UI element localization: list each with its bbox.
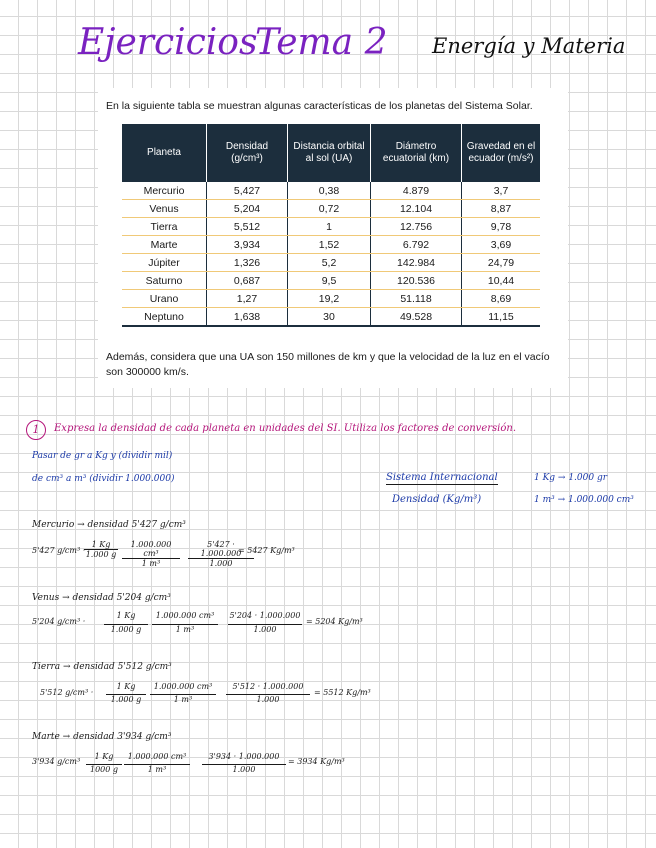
cell-density: 0,687 — [207, 272, 288, 290]
factor-numerator: 1.000.000 cm³ — [153, 682, 213, 691]
cell-diameter: 12.104 — [371, 200, 462, 218]
cell-planet: Venus — [122, 200, 207, 218]
title-tema: Tema 2 — [255, 22, 388, 63]
cell-density: 1,27 — [207, 290, 288, 308]
cell-density: 3,934 — [207, 236, 288, 254]
cell-diameter: 6.792 — [371, 236, 462, 254]
cell-gravity: 9,78 — [462, 218, 541, 236]
header-gravedad: Gravedad en el ecuador (m/s²) — [462, 124, 541, 182]
factor-numerator: 1 Kg — [91, 540, 111, 549]
venus-result: = 5204 Kg/m³ — [306, 617, 363, 626]
equation-numerator: 3'934 · 1.000.000 — [208, 752, 280, 761]
factor-numerator: 1 Kg — [116, 682, 136, 691]
table-row — [122, 218, 540, 236]
cell-diameter: 4.879 — [371, 182, 462, 200]
factor-denominator: 1 m³ — [150, 694, 216, 704]
cell-diameter: 12.756 — [371, 218, 462, 236]
table-row — [122, 254, 540, 272]
tierra-equation — [226, 682, 310, 704]
marte-factor2 — [124, 752, 190, 774]
venus-factor1 — [104, 611, 148, 634]
step-2: de cm³ a m³ (dividir 1.000.000) — [32, 474, 175, 484]
cell-distance: 5,2 — [288, 254, 371, 272]
tierra-start: 5'512 g/cm³ · — [40, 688, 94, 697]
factor-denominator: 1 m³ — [152, 624, 218, 634]
cell-gravity: 3,7 — [462, 182, 541, 200]
cell-distance: 1,52 — [288, 236, 371, 254]
tierra-heading: Tierra → densidad 5'512 g/cm³ — [32, 662, 172, 672]
cell-gravity: 11,15 — [462, 308, 541, 327]
venus-equation — [228, 611, 302, 634]
venus-start: 5'204 g/cm³ · — [32, 617, 86, 626]
marte-start: 3'934 g/cm³ — [32, 757, 81, 766]
si-conversion-1: 1 Kg → 1.000 gr — [534, 473, 608, 483]
intro-text: En la siguiente tabla se muestran algunas características de los planetas del Sistema Solar. — [106, 100, 533, 112]
table-row — [122, 308, 540, 327]
cell-distance: 30 — [288, 308, 371, 327]
density-label: Densidad (Kg/m³) — [392, 494, 482, 505]
table-row — [122, 272, 540, 290]
header-densidad: Densidad (g/cm³) — [207, 124, 288, 182]
header-planeta: Planeta — [122, 124, 207, 182]
marte-factor1 — [86, 752, 122, 774]
cell-gravity: 10,44 — [462, 272, 541, 290]
factor-denominator: 1000 g — [86, 764, 122, 774]
cell-planet: Tierra — [122, 218, 207, 236]
marte-equation — [202, 752, 286, 774]
cell-gravity: 8,69 — [462, 290, 541, 308]
cell-distance: 9,5 — [288, 272, 371, 290]
tierra-factor1 — [106, 682, 146, 704]
mercurio-start: 5'427 g/cm³ · — [32, 546, 86, 555]
cell-density: 1,638 — [207, 308, 288, 327]
mercurio-factor2 — [122, 540, 180, 568]
cell-gravity: 24,79 — [462, 254, 541, 272]
equation-numerator: 5'204 · 1.000.000 — [229, 611, 301, 620]
planets-table — [122, 124, 540, 327]
factor-numerator: 1 Kg — [94, 752, 114, 761]
mercurio-factor1 — [84, 540, 118, 559]
venus-factor2 — [152, 611, 218, 634]
si-label: Sistema Internacional — [386, 472, 498, 483]
header-diametro: Diámetro ecuatorial (km) — [371, 124, 462, 182]
cell-distance: 1 — [288, 218, 371, 236]
cell-density: 5,204 — [207, 200, 288, 218]
table-row — [122, 182, 540, 200]
cell-diameter: 51.118 — [371, 290, 462, 308]
factor-denominator: 1.000 g — [104, 624, 148, 634]
title-subject: Energía y Materia — [432, 34, 626, 58]
marte-result: = 3934 Kg/m³ — [288, 757, 345, 766]
factor-denominator: 1 m³ — [122, 558, 180, 568]
exercise-number-circle: 1 — [26, 420, 46, 440]
equation-denominator: 1.000 — [228, 624, 302, 634]
cell-density: 1,326 — [207, 254, 288, 272]
equation-denominator: 1.000 — [202, 764, 286, 774]
header-distancia: Distancia orbital al sol (UA) — [288, 124, 371, 182]
cell-planet: Urano — [122, 290, 207, 308]
cell-planet: Marte — [122, 236, 207, 254]
cell-planet: Neptuno — [122, 308, 207, 327]
cell-distance: 0,38 — [288, 182, 371, 200]
factor-denominator: 1.000 g — [106, 694, 146, 704]
factor-numerator: 1.000.000 cm³ — [130, 540, 172, 558]
cell-density: 5,512 — [207, 218, 288, 236]
venus-heading: Venus → densidad 5'204 g/cm³ — [32, 593, 171, 603]
factor-denominator: 1 m³ — [124, 764, 190, 774]
cell-planet: Mercurio — [122, 182, 207, 200]
mercurio-heading: Mercurio → densidad 5'427 g/cm³ — [32, 520, 186, 530]
step-1: Pasar de gr a Kg y (dividir mil) — [32, 451, 173, 461]
factor-numerator: 1 Kg — [116, 611, 136, 620]
si-conversion-2: 1 m³ → 1.000.000 cm³ — [534, 495, 634, 505]
cell-planet: Júpiter — [122, 254, 207, 272]
cell-diameter: 120.536 — [371, 272, 462, 290]
cell-distance: 0,72 — [288, 200, 371, 218]
marte-heading: Marte → densidad 3'934 g/cm³ — [32, 732, 172, 742]
exercise-title: Expresa la densidad de cada planeta en unidades del SI. Utiliza los factores de conversión. — [54, 423, 516, 434]
cell-gravity: 8,87 — [462, 200, 541, 218]
equation-denominator: 1.000 — [188, 558, 254, 568]
table-row — [122, 236, 540, 254]
cell-density: 5,427 — [207, 182, 288, 200]
equation-numerator: 5'512 · 1.000.000 — [232, 682, 304, 691]
mercurio-result: = 5427 Kg/m³ — [238, 546, 295, 555]
table-row — [122, 200, 540, 218]
equation-denominator: 1.000 — [226, 694, 310, 704]
title-ejercicios: Ejercicios — [78, 22, 258, 63]
tierra-result: = 5512 Kg/m³ — [314, 688, 371, 697]
cell-gravity: 3,69 — [462, 236, 541, 254]
factor-numerator: 1.000.000 cm³ — [155, 611, 215, 620]
equation-numerator: 5'427 · 1.000.000 — [200, 540, 242, 558]
note-text: Además, considera que una UA son 150 millones de km y que la velocidad de la luz en el vacío son 300000 km/s. — [106, 351, 550, 378]
cell-distance: 19,2 — [288, 290, 371, 308]
tierra-factor2 — [150, 682, 216, 704]
factor-denominator: 1.000 g — [85, 550, 117, 559]
cell-planet: Saturno — [122, 272, 207, 290]
factor-numerator: 1.000.000 cm³ — [127, 752, 187, 761]
table-row — [122, 290, 540, 308]
cell-diameter: 49.528 — [371, 308, 462, 327]
cell-diameter: 142.984 — [371, 254, 462, 272]
